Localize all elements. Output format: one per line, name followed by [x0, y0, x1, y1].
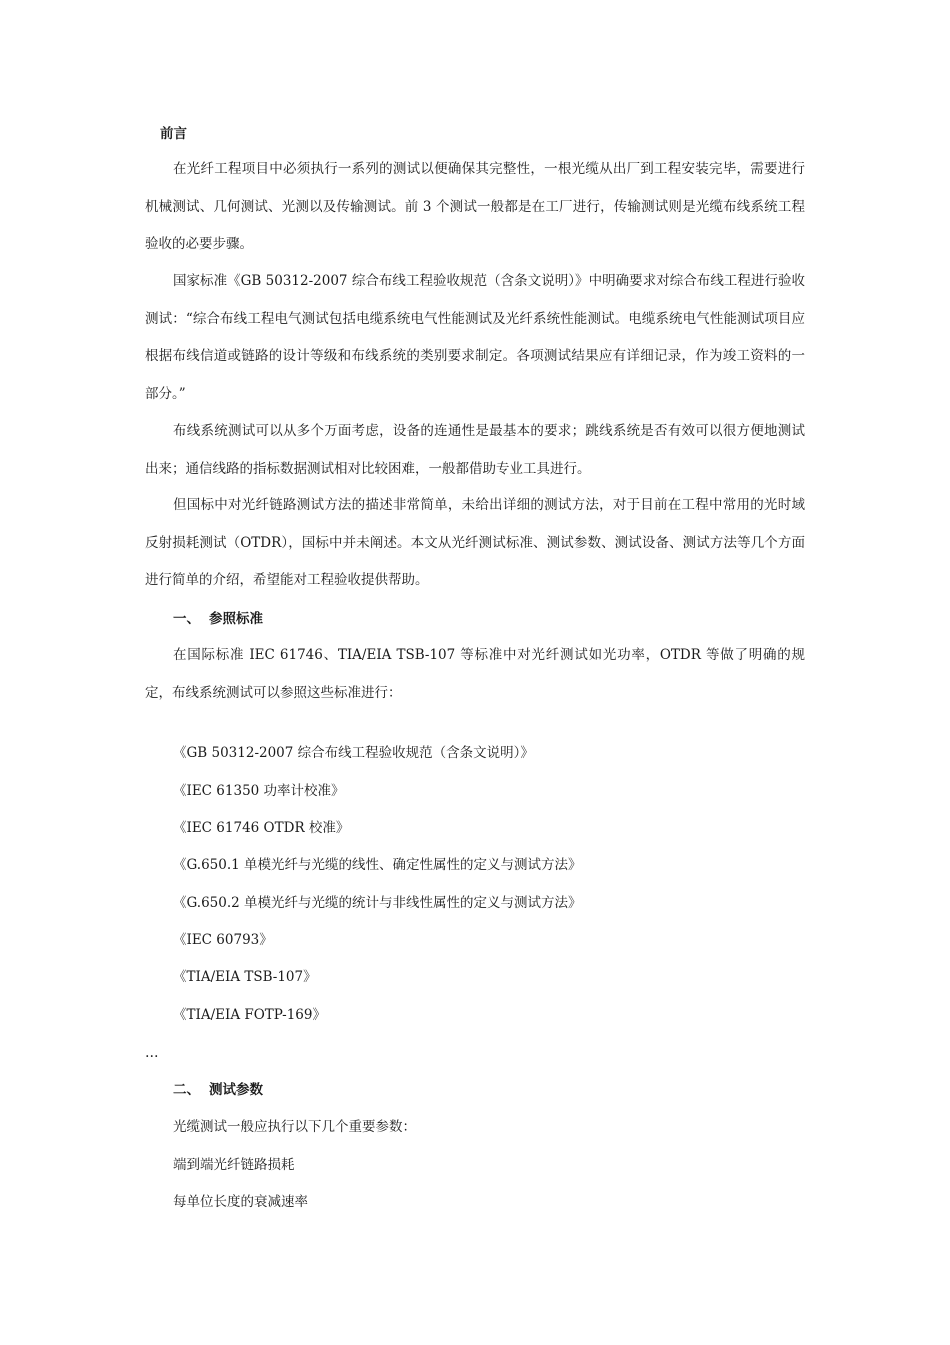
paragraph-2: 国家标准《GB 50312-2007 综合布线工程验收规范（含条文说明）》中明确要求对综合布线工程进行验收测试：“综合布线工程电气测试包括电缆系统电气性能测试及光纤系统性能测试。电缆系统电气性能测试项目应根据布线信道或链路的设计等级和布线系统的类别要求制定。各项测试结果应有详细记录，作为竣工资料的一部分。” [145, 273, 805, 402]
standard-item: 《IEC 61746 OTDR 校准》 [173, 820, 350, 836]
parameter-item: 每单位长度的衰减速率 [173, 1194, 308, 1210]
section-2-intro: 光缆测试一般应执行以下几个重要参数： [173, 1119, 416, 1135]
list-ellipsis: … [145, 1045, 159, 1061]
section-2-heading [173, 1080, 263, 1100]
section-2-number: 二、 [173, 1082, 200, 1098]
section-1-number: 一、 [173, 611, 200, 627]
standard-item: 《G.650.1 单模光纤与光缆的线性、确定性属性的定义与测试方法》 [173, 857, 582, 873]
section-1-heading [173, 609, 263, 629]
standard-item: 《IEC 60793》 [173, 932, 273, 948]
standard-item: 《TIA/EIA FOTP-169》 [173, 1007, 326, 1023]
paragraph-3: 布线系统测试可以从多个万面考虑，设备的连通性是最基本的要求；跳线系统是否有效可以很方便地测试出来；通信线路的指标数据测试相对比较困难，一般都借助专业工具进行。 [145, 423, 805, 477]
standard-item: 《G.650.2 单模光纤与光缆的统计与非线性属性的定义与测试方法》 [173, 895, 582, 911]
standard-item: 《GB 50312-2007 综合布线工程验收规范（含条文说明）》 [173, 745, 534, 761]
preface-title: 前言 [160, 126, 187, 142]
parameter-item: 端到端光纤链路损耗 [173, 1157, 295, 1173]
paragraph-4: 但国标中对光纤链路测试方法的描述非常简单，未给出详细的测试方法，对于目前在工程中常用的光时域反射损耗测试（OTDR），国标中并未阐述。本文从光纤测试标准、测试参数、测试设备、测试方法等几个方面进行简单的介绍，希望能对工程验收提供帮助。 [145, 497, 805, 588]
standard-item: 《IEC 61350 功率计校准》 [173, 783, 345, 799]
standard-item: 《TIA/EIA TSB-107》 [173, 969, 317, 985]
section-2-title: 测试参数 [209, 1082, 263, 1098]
section-1-intro: 在国际标准 IEC 61746、TIA/EIA TSB-107 等标准中对光纤测试如光功率，OTDR 等做了明确的规定，布线系统测试可以参照这些标准进行： [145, 647, 805, 701]
section-1-title: 参照标准 [209, 611, 263, 627]
paragraph-1: 在光纤工程项目中必须执行一系列的测试以便确保其完整性，一根光缆从出厂到工程安装完毕，需要进行机械测试、几何测试、光测以及传输测试。前 3 个测试一般都是在工厂进行，传输测试则是光缆布线系统工程验收的必要步骤。 [145, 161, 805, 252]
